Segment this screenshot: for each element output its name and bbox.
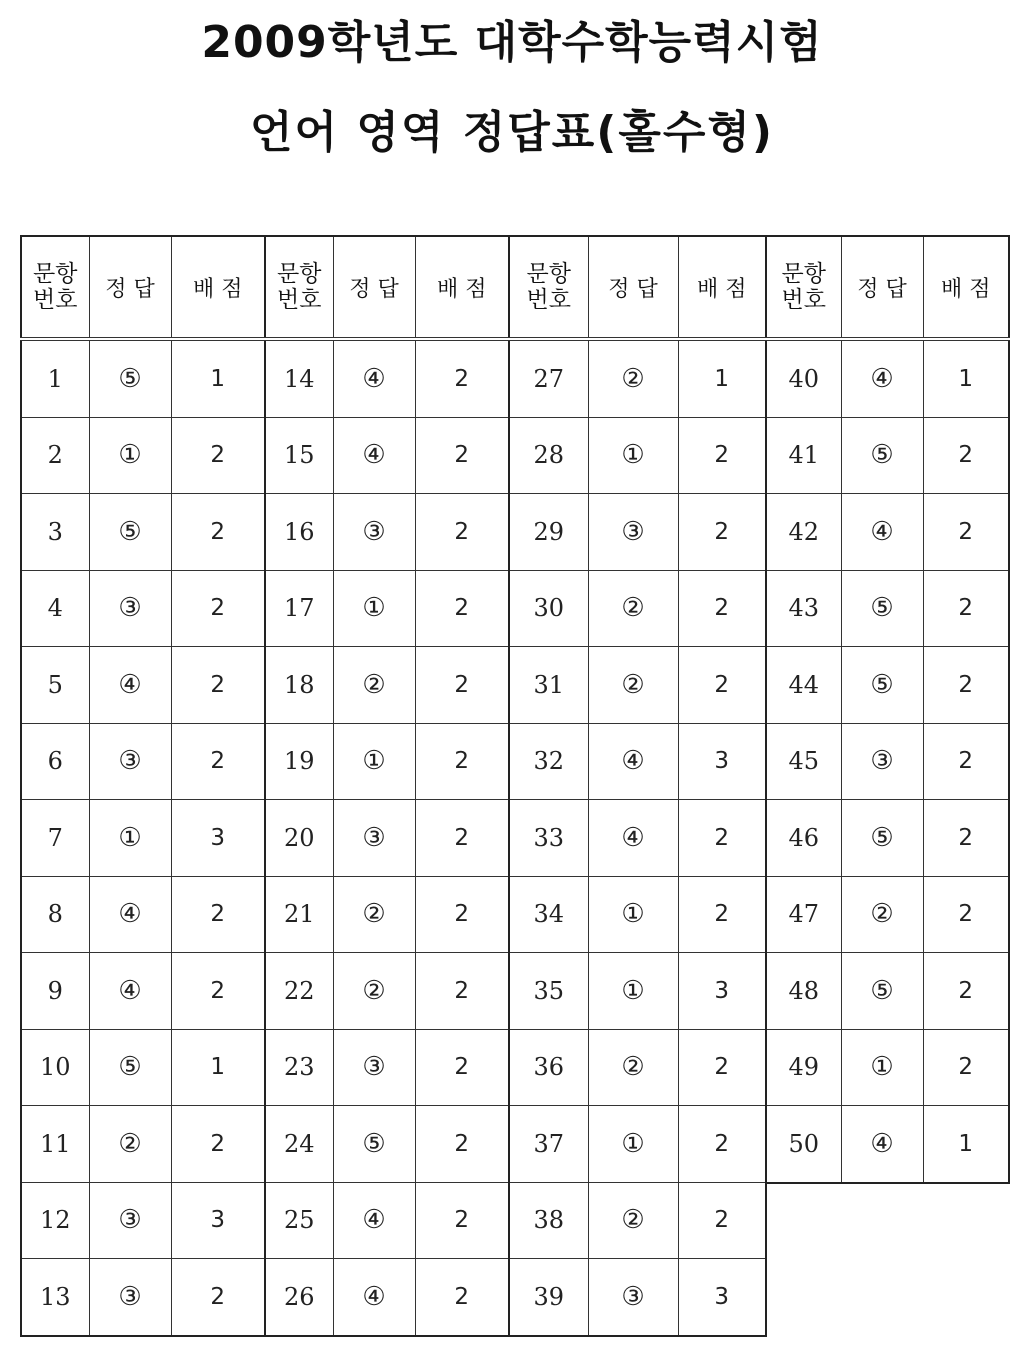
points-cell: 2 <box>923 953 1009 1030</box>
table-row <box>509 417 766 494</box>
question-number-cell: 50 <box>766 1106 841 1183</box>
answer-cell: ① <box>89 800 171 877</box>
question-number-cell: 5 <box>21 647 89 724</box>
points-cell: 2 <box>171 417 265 494</box>
table-row <box>766 570 1009 647</box>
answer-cell: ③ <box>89 1182 171 1259</box>
question-number-cell: 1 <box>21 339 89 417</box>
table-row <box>265 953 509 1030</box>
table-row <box>21 1259 265 1336</box>
table-row <box>766 417 1009 494</box>
question-number-cell: 8 <box>21 876 89 953</box>
points-cell: 2 <box>415 339 509 417</box>
answer-cell: ④ <box>89 876 171 953</box>
question-number-cell: 20 <box>265 800 333 877</box>
question-number-header <box>766 236 841 339</box>
question-number-cell: 18 <box>265 647 333 724</box>
points-cell: 2 <box>678 494 766 571</box>
question-number-cell: 49 <box>766 1029 841 1106</box>
answer-cell: ① <box>841 1029 923 1106</box>
table-row <box>21 570 265 647</box>
answer-cell: ① <box>588 417 678 494</box>
points-header: 배 점 <box>678 236 766 339</box>
question-number-cell: 19 <box>265 723 333 800</box>
answer-table-block <box>20 235 266 1337</box>
table-row <box>509 1106 766 1183</box>
answer-table-block <box>264 235 510 1337</box>
points-cell: 2 <box>171 647 265 724</box>
answer-cell: ④ <box>89 953 171 1030</box>
points-cell: 1 <box>678 339 766 417</box>
points-cell: 3 <box>678 723 766 800</box>
question-number-cell: 45 <box>766 723 841 800</box>
table-row <box>265 647 509 724</box>
points-cell: 2 <box>678 1182 766 1259</box>
answer-cell: ② <box>588 339 678 417</box>
answer-cell: ④ <box>333 417 415 494</box>
answer-cell: ⑤ <box>841 953 923 1030</box>
table-row <box>509 339 766 417</box>
question-number-cell: 25 <box>265 1182 333 1259</box>
document-subtitle: 언어 영역 정답표(홀수형) <box>250 107 774 158</box>
answer-header: 정 답 <box>333 236 415 339</box>
question-number-cell: 26 <box>265 1259 333 1336</box>
points-cell: 2 <box>415 1029 509 1106</box>
answer-cell: ④ <box>841 339 923 417</box>
answer-cell: ② <box>588 647 678 724</box>
points-cell: 2 <box>678 1029 766 1106</box>
answer-cell: ④ <box>333 1259 415 1336</box>
table-row <box>21 1106 265 1183</box>
points-cell: 2 <box>923 1029 1009 1106</box>
table-row <box>21 723 265 800</box>
header-label: 문항 <box>277 261 322 287</box>
question-number-cell: 29 <box>509 494 588 571</box>
table-row <box>21 647 265 724</box>
table-row <box>265 723 509 800</box>
answer-cell: ③ <box>333 800 415 877</box>
points-cell: 2 <box>415 800 509 877</box>
question-number-cell: 43 <box>766 570 841 647</box>
question-number-cell: 39 <box>509 1259 588 1336</box>
table-row <box>21 417 265 494</box>
table-row <box>265 800 509 877</box>
question-number-cell: 47 <box>766 876 841 953</box>
table-row <box>509 876 766 953</box>
points-cell: 2 <box>923 800 1009 877</box>
question-number-cell: 27 <box>509 339 588 417</box>
answer-cell: ② <box>588 1182 678 1259</box>
answer-cell: ② <box>333 647 415 724</box>
question-number-cell: 48 <box>766 953 841 1030</box>
points-cell: 2 <box>678 570 766 647</box>
question-number-cell: 37 <box>509 1106 588 1183</box>
points-cell: 2 <box>171 1106 265 1183</box>
points-cell: 2 <box>678 876 766 953</box>
answer-cell: ① <box>588 953 678 1030</box>
answer-cell: ⑤ <box>89 494 171 571</box>
answer-cell: ① <box>588 1106 678 1183</box>
answer-cell: ⑤ <box>333 1106 415 1183</box>
question-number-cell: 3 <box>21 494 89 571</box>
answer-cell: ⑤ <box>89 339 171 417</box>
table-row <box>21 876 265 953</box>
question-number-cell: 14 <box>265 339 333 417</box>
question-number-cell: 42 <box>766 494 841 571</box>
answer-cell: ③ <box>89 723 171 800</box>
header-row <box>766 236 1009 339</box>
table-row <box>509 953 766 1030</box>
points-cell: 2 <box>171 876 265 953</box>
table-row <box>509 570 766 647</box>
document-title: 2009학년도 대학수학능력시험 <box>201 17 823 68</box>
points-cell: 2 <box>678 1106 766 1183</box>
answer-cell: ③ <box>333 494 415 571</box>
answer-cell: ④ <box>333 1182 415 1259</box>
question-number-cell: 32 <box>509 723 588 800</box>
table-row <box>766 494 1009 571</box>
question-number-cell: 34 <box>509 876 588 953</box>
table-row <box>509 1259 766 1336</box>
question-number-cell: 35 <box>509 953 588 1030</box>
answer-header: 정 답 <box>841 236 923 339</box>
table-row <box>265 570 509 647</box>
points-cell: 2 <box>171 723 265 800</box>
points-cell: 2 <box>415 1106 509 1183</box>
answer-cell: ④ <box>333 339 415 417</box>
question-number-header <box>509 236 588 339</box>
points-cell: 2 <box>923 417 1009 494</box>
answer-cell: ⑤ <box>89 1029 171 1106</box>
points-cell: 2 <box>678 417 766 494</box>
question-number-cell: 44 <box>766 647 841 724</box>
header-row <box>21 236 265 339</box>
points-cell: 1 <box>171 339 265 417</box>
question-number-cell: 28 <box>509 417 588 494</box>
points-cell: 2 <box>923 570 1009 647</box>
table-row <box>509 1182 766 1259</box>
table-row <box>265 1259 509 1336</box>
answer-cell: ① <box>588 876 678 953</box>
points-cell: 3 <box>678 1259 766 1336</box>
table-row <box>265 876 509 953</box>
points-cell: 2 <box>171 1259 265 1336</box>
table-row <box>509 494 766 571</box>
answer-cell: ③ <box>841 723 923 800</box>
points-cell: 1 <box>923 1106 1009 1183</box>
question-number-cell: 13 <box>21 1259 89 1336</box>
question-number-cell: 16 <box>265 494 333 571</box>
answer-cell: ① <box>333 570 415 647</box>
answer-cell: ④ <box>841 494 923 571</box>
header-label: 번호 <box>526 287 571 313</box>
table-row <box>766 953 1009 1030</box>
table-row <box>21 953 265 1030</box>
points-cell: 2 <box>171 953 265 1030</box>
question-number-header <box>21 236 89 339</box>
answer-cell: ③ <box>588 494 678 571</box>
answer-cell: ⑤ <box>841 800 923 877</box>
answer-cell: ④ <box>588 800 678 877</box>
points-cell: 2 <box>171 570 265 647</box>
answer-cell: ② <box>89 1106 171 1183</box>
table-row <box>21 800 265 877</box>
table-row <box>265 1029 509 1106</box>
answer-cell: ④ <box>588 723 678 800</box>
points-cell: 3 <box>171 1182 265 1259</box>
points-cell: 3 <box>171 800 265 877</box>
table-row <box>766 647 1009 724</box>
question-number-cell: 30 <box>509 570 588 647</box>
answer-cell: ③ <box>588 1259 678 1336</box>
points-cell: 2 <box>415 494 509 571</box>
points-cell: 2 <box>171 494 265 571</box>
answer-cell: ⑤ <box>841 570 923 647</box>
table-row <box>265 417 509 494</box>
table-row <box>265 1106 509 1183</box>
header-label: 번호 <box>781 287 826 313</box>
question-number-cell: 21 <box>265 876 333 953</box>
answer-cell: ⑤ <box>841 647 923 724</box>
question-number-cell: 22 <box>265 953 333 1030</box>
table-row <box>766 800 1009 877</box>
answer-cell: ③ <box>333 1029 415 1106</box>
question-number-header <box>265 236 333 339</box>
points-cell: 2 <box>415 647 509 724</box>
question-number-cell: 41 <box>766 417 841 494</box>
table-row <box>21 494 265 571</box>
answer-cell: ① <box>89 417 171 494</box>
answer-cell: ④ <box>841 1106 923 1183</box>
question-number-cell: 12 <box>21 1182 89 1259</box>
answer-cell: ⑤ <box>841 417 923 494</box>
header-label: 문항 <box>526 261 571 287</box>
table-row <box>509 800 766 877</box>
points-cell: 2 <box>415 953 509 1030</box>
table-row <box>766 339 1009 417</box>
question-number-cell: 17 <box>265 570 333 647</box>
points-header: 배 점 <box>923 236 1009 339</box>
points-cell: 2 <box>923 647 1009 724</box>
answer-table-block <box>508 235 767 1337</box>
question-number-cell: 38 <box>509 1182 588 1259</box>
points-cell: 2 <box>923 494 1009 571</box>
table-row <box>766 723 1009 800</box>
table-row <box>21 339 265 417</box>
answer-cell: ② <box>333 876 415 953</box>
table-row <box>509 647 766 724</box>
question-number-cell: 33 <box>509 800 588 877</box>
question-number-cell: 40 <box>766 339 841 417</box>
header-label: 문항 <box>33 261 78 287</box>
header-label: 문항 <box>781 261 826 287</box>
question-number-cell: 23 <box>265 1029 333 1106</box>
points-cell: 2 <box>415 417 509 494</box>
points-cell: 2 <box>923 876 1009 953</box>
header-row <box>265 236 509 339</box>
points-cell: 2 <box>415 1259 509 1336</box>
table-row <box>265 339 509 417</box>
header-row <box>509 236 766 339</box>
points-cell: 2 <box>415 723 509 800</box>
table-row <box>766 876 1009 953</box>
question-number-cell: 36 <box>509 1029 588 1106</box>
answer-cell: ③ <box>89 1259 171 1336</box>
table-row <box>21 1182 265 1259</box>
answer-cell: ② <box>588 1029 678 1106</box>
points-cell: 2 <box>415 1182 509 1259</box>
points-cell: 2 <box>678 800 766 877</box>
question-number-cell: 24 <box>265 1106 333 1183</box>
question-number-cell: 11 <box>21 1106 89 1183</box>
table-row <box>509 723 766 800</box>
table-row <box>766 1029 1009 1106</box>
table-row <box>265 494 509 571</box>
answer-header: 정 답 <box>89 236 171 339</box>
table-row <box>509 1029 766 1106</box>
answer-header: 정 답 <box>588 236 678 339</box>
question-number-cell: 46 <box>766 800 841 877</box>
points-cell: 2 <box>415 876 509 953</box>
question-number-cell: 2 <box>21 417 89 494</box>
table-row <box>766 1106 1009 1183</box>
question-number-cell: 7 <box>21 800 89 877</box>
points-header: 배 점 <box>415 236 509 339</box>
answer-cell: ② <box>841 876 923 953</box>
question-number-cell: 4 <box>21 570 89 647</box>
points-cell: 1 <box>923 339 1009 417</box>
question-number-cell: 15 <box>265 417 333 494</box>
answer-cell: ② <box>588 570 678 647</box>
question-number-cell: 31 <box>509 647 588 724</box>
points-header: 배 점 <box>171 236 265 339</box>
table-row <box>21 1029 265 1106</box>
points-cell: 2 <box>923 723 1009 800</box>
points-cell: 2 <box>678 647 766 724</box>
answer-table-block <box>765 235 1010 1184</box>
header-label: 번호 <box>33 287 78 313</box>
points-cell: 2 <box>415 570 509 647</box>
points-cell: 3 <box>678 953 766 1030</box>
answer-cell: ② <box>333 953 415 1030</box>
table-row <box>265 1182 509 1259</box>
question-number-cell: 10 <box>21 1029 89 1106</box>
points-cell: 1 <box>171 1029 265 1106</box>
answer-cell: ① <box>333 723 415 800</box>
answer-cell: ④ <box>89 647 171 724</box>
question-number-cell: 9 <box>21 953 89 1030</box>
header-label: 번호 <box>277 287 322 313</box>
answer-cell: ③ <box>89 570 171 647</box>
question-number-cell: 6 <box>21 723 89 800</box>
